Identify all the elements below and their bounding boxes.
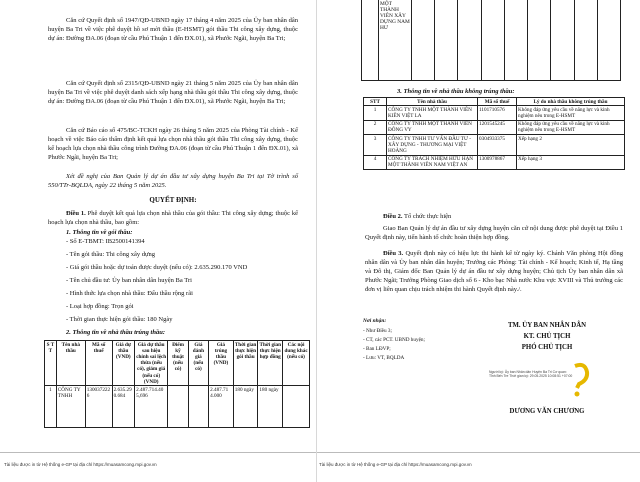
recipient-1: - Như Điều 3; [363,328,392,334]
package-info-1: - Số E-TBMT: IB2500141394 [66,238,145,245]
article-3-text: Quyết định này có hiệu lực thi hành kể từ ngày ký. Chánh Văn phòng Hội đồng nhân dân và Ủy ban nhân dân huyện; Trưởng các Phòng: Tài chính - Kế hoạch; Kinh tế, Hạ tầng và Đô thị, Giám đốc Ban Quản lý dự án đầu tư xây dựng huyện; Chủ tịch Ủy ban nhân dân xã Phước Ngãi; Trưởng Phòng Giao dịch số 6 - Kho bạc Nhà nước Khu vực XVIII và Thủ trưởng các đơn vị liên quan chịu trách nhiệm thi hành Quyết định này./. [365,250,623,293]
footer-divider [0,452,316,453]
cell-tax: 1300372226 [85,386,112,428]
col-adjusted: Giá dự thầu sau hiệu chỉnh sai lệch thừa (nếu có), giảm giá (nếu có) (VND) [136,341,167,385]
basis-paragraph-2: Căn cứ Quyết định số 2315/QĐ-UBND ngày 21 tháng 5 năm 2025 của Ủy ban nhân dân huyện Ba Tri về việc phê duyệt danh sách xếp hạng nhà thầu gói thầu Thi công xây dựng, thuộc dự án: Đường ĐA.06 (đoạn từ cầu Phú Thuận 1 đến ĐX.01), xã Phước Ngãi, huyện Ba Tri; [48,80,298,105]
package-info-3: - Giá gói thầu hoặc dự toán được duyệt (nếu có): 2.635.290.170 VND [66,264,248,271]
col-tax: Mã số thuế [85,341,112,386]
article-2-text: Tổ chức thực hiện [402,213,452,220]
signature-mark-icon [487,362,607,398]
col-reason: Lý do nhà thầu không trúng thầu [517,98,625,106]
section-3-heading: 3. Thông tin về nhà thầu không trúng thầu: [397,88,515,95]
cell-tech [168,386,188,428]
package-info-7: - Thời gian thực hiện gói thầu: 180 Ngày [66,316,173,323]
cell-tax: 1101710576 [478,106,517,120]
cell-adjusted: 2.487.714.405,696 [135,386,168,428]
cell-reason: Không đáp ứng yêu cầu về năng lực và kinh nghiệm nêu trong E-HSMT [517,120,625,134]
footer-divider [317,452,640,453]
table-row [364,155,625,169]
winner-table [44,340,310,428]
cell-stt: 2 [364,120,387,134]
cell-reason: Xếp hạng 3 [517,155,625,169]
cell-stt: 4 [364,155,387,169]
stamp-text: Người ký: Ủy ban Nhân dân Huyện Ba Tri Cơ quan: Tỉnh Bến Tre Thời gian ký: 29.05.2025 10:08:51 +07:00 [489,370,573,379]
continued-table [361,0,621,81]
col-eval: Giá đánh giá (nếu có) [188,341,208,386]
cell-tax: 1201545245 [478,120,517,134]
digital-signature-stamp [487,362,607,398]
package-info-4: - Tên chủ đầu tư: Ủy ban nhân dân huyện Ba Tri [66,277,192,284]
left-footer: Tài liệu được in từ Hệ thống e-GP tại địa chỉ https://muasamcong.mpi.gov.vn [4,462,157,467]
col-contract-time: Thời gian thực hiện hợp đồng [258,341,283,386]
signature-org: TM. ỦY BAN NHÂN DÂN [507,322,587,329]
cell-bid: 2.635.290.684 [112,386,135,428]
recipient-2: - CT, các PCT. UBND huyện; [363,337,425,343]
cell-stt: 1 [364,106,387,120]
package-info-6: - Loại hợp đồng: Trọn gói [66,303,134,310]
recipient-3: - Ban LĐVP; [363,346,391,352]
col-stt: S T T [45,341,57,386]
cell-package-time: 180 ngày [233,386,258,428]
cell-name: CÔNG TY TNHH MỘT THÀNH VIÊN KIÊN VIỆT LA [387,106,478,120]
cell-name: CÔNG TY TNHH TƯ VẤN ĐẦU TƯ - XÂY DỰNG - THƯƠNG MẠI VIỆT HOÀNG [387,135,478,156]
col-tax: Mã số thuế [478,98,517,106]
continued-name-cell: MỘT THÀNH VIÊN XÂY DỰNG NAM HƯ [379,0,412,80]
article-1 [48,209,298,227]
cell-tax: 1300978867 [478,155,517,169]
basis-paragraph-3: Căn cứ Báo cáo số 475/BC-TCKH ngày 26 tháng 5 năm 2025 của Phòng Tài chính - Kế hoạch về việc Báo cáo thẩm định kết quả lựa chọn nhà thầu gói thầu Thi công xây dựng, thuộc kế hoạch lựa chọn nhà thầu công trình Đường ĐA.06 (đoạn từ cầu Phú Thuận 1 đến ĐX.01), xã Phước Ngãi, huyện Ba Tri; [48,127,298,161]
table-row [45,386,310,428]
article-1-text: Phê duyệt kết quả lựa chọn nhà thầu của gói thầu: Thi công xây dựng; thuộc kế hoạch lựa chọn nhà thầu, bao gồm: [48,210,298,226]
section-1-heading: 1. Thông tin về gói thầu: [66,229,133,236]
article-3-label: Điều 3. [383,250,404,257]
table-row [364,120,625,134]
cell-eval [188,386,208,428]
cell-other [283,386,310,428]
proposal-paragraph: Xét đề nghị của Ban Quản lý dự án đầu tư xây dựng huyện Ba Tri tại Tờ trình số 550/TTr-BQLDA, ngày 22 tháng 5 năm 2025. [48,173,298,189]
left-page [0,0,317,482]
decision-title: QUYẾT ĐỊNH: [149,196,197,204]
article-2-label: Điều 2. [383,213,403,220]
winner-table-header [45,341,310,386]
cell-name: CÔNG TY TNHH [56,386,85,428]
table-row [364,135,625,156]
col-tech: Điểm kỹ thuật (nếu có) [168,341,188,386]
recipients-title: Nơi nhận: [363,318,387,324]
cell-reason: Không đáp ứng yêu cầu về năng lực và kinh nghiệm nêu trong E-HSMT [517,106,625,120]
article-2 [365,212,623,221]
recipient-4: - Lưu: VT, BQLDA [363,355,405,361]
package-info-2: - Tên gói thầu: Thi công xây dựng [66,251,156,258]
col-package-time: Thời gian thực hiện gói thầu [233,341,258,386]
table-row [364,106,625,120]
col-award: Giá trúng thầu (VND) [209,341,234,386]
cell-stt: 3 [364,135,387,156]
col-stt: STT [364,98,387,106]
col-bid: Giá dự thầu (VND) [112,341,135,386]
article-1-label: Điều 1. [66,210,86,217]
loser-table-header [364,98,625,106]
col-name: Tên nhà thầu [56,341,85,386]
cell-reason: Xếp hạng 2 [517,135,625,156]
cell-contract-time: 180 ngày [258,386,283,428]
col-name: Tên nhà thầu [387,98,478,106]
col-other: Các nội dung khác (nếu có) [283,341,310,386]
right-footer: Tài liệu được in từ Hệ thống e-GP tại địa chỉ https://muasamcong.mpi.gov.vn [319,462,472,467]
signature-role-1: KT. CHỦ TỊCH [523,333,571,340]
cell-name: CÔNG TY TRÁCH NHIỆM HỮU HẠN MỘT THÀNH VIÊN NAM VIỆT AN [387,155,478,169]
cell-stt: 1 [45,386,57,428]
signature-role-2: PHÓ CHỦ TỊCH [521,344,573,351]
cell-tax: 0304933375 [478,135,517,156]
right-page [317,0,640,482]
package-info-5: - Hình thức lựa chọn nhà thầu: Đấu thầu rộng rãi [66,290,193,297]
cell-name: CÔNG TY TNHH MỘT THÀNH VIÊN ĐÔNG VY [387,120,478,134]
basis-paragraph-1: Căn cứ Quyết định số 1947/QĐ-UBND ngày 17 tháng 4 năm 2025 của Ủy ban nhân dân huyện Ba Tri về việc phê duyệt hồ sơ mời thầu (E-HSMT) gói thầu Thi công xây dựng, thuộc dự án: Đường ĐA.06 (đoạn từ cầu Phú Thuận 1 đến ĐX.01), xã Phước Ngãi, huyện Ba Tri; [48,17,298,42]
table-row [362,0,621,80]
section-2-heading: 2. Thông tin về nhà thầu trúng thầu: [66,329,165,336]
signer-name: DƯƠNG VĂN CHƯƠNG [509,408,585,415]
article-2-body: Giao Ban Quản lý dự án đầu tư xây dựng huyện căn cứ nội dung được phê duyệt tại Điều 1 Quyết định này, tiến hành tổ chức hoàn thiện hợp đồng. [365,225,623,241]
loser-table [363,97,625,170]
cell-award: 2.487.714.000 [209,386,234,428]
article-3 [365,249,623,294]
